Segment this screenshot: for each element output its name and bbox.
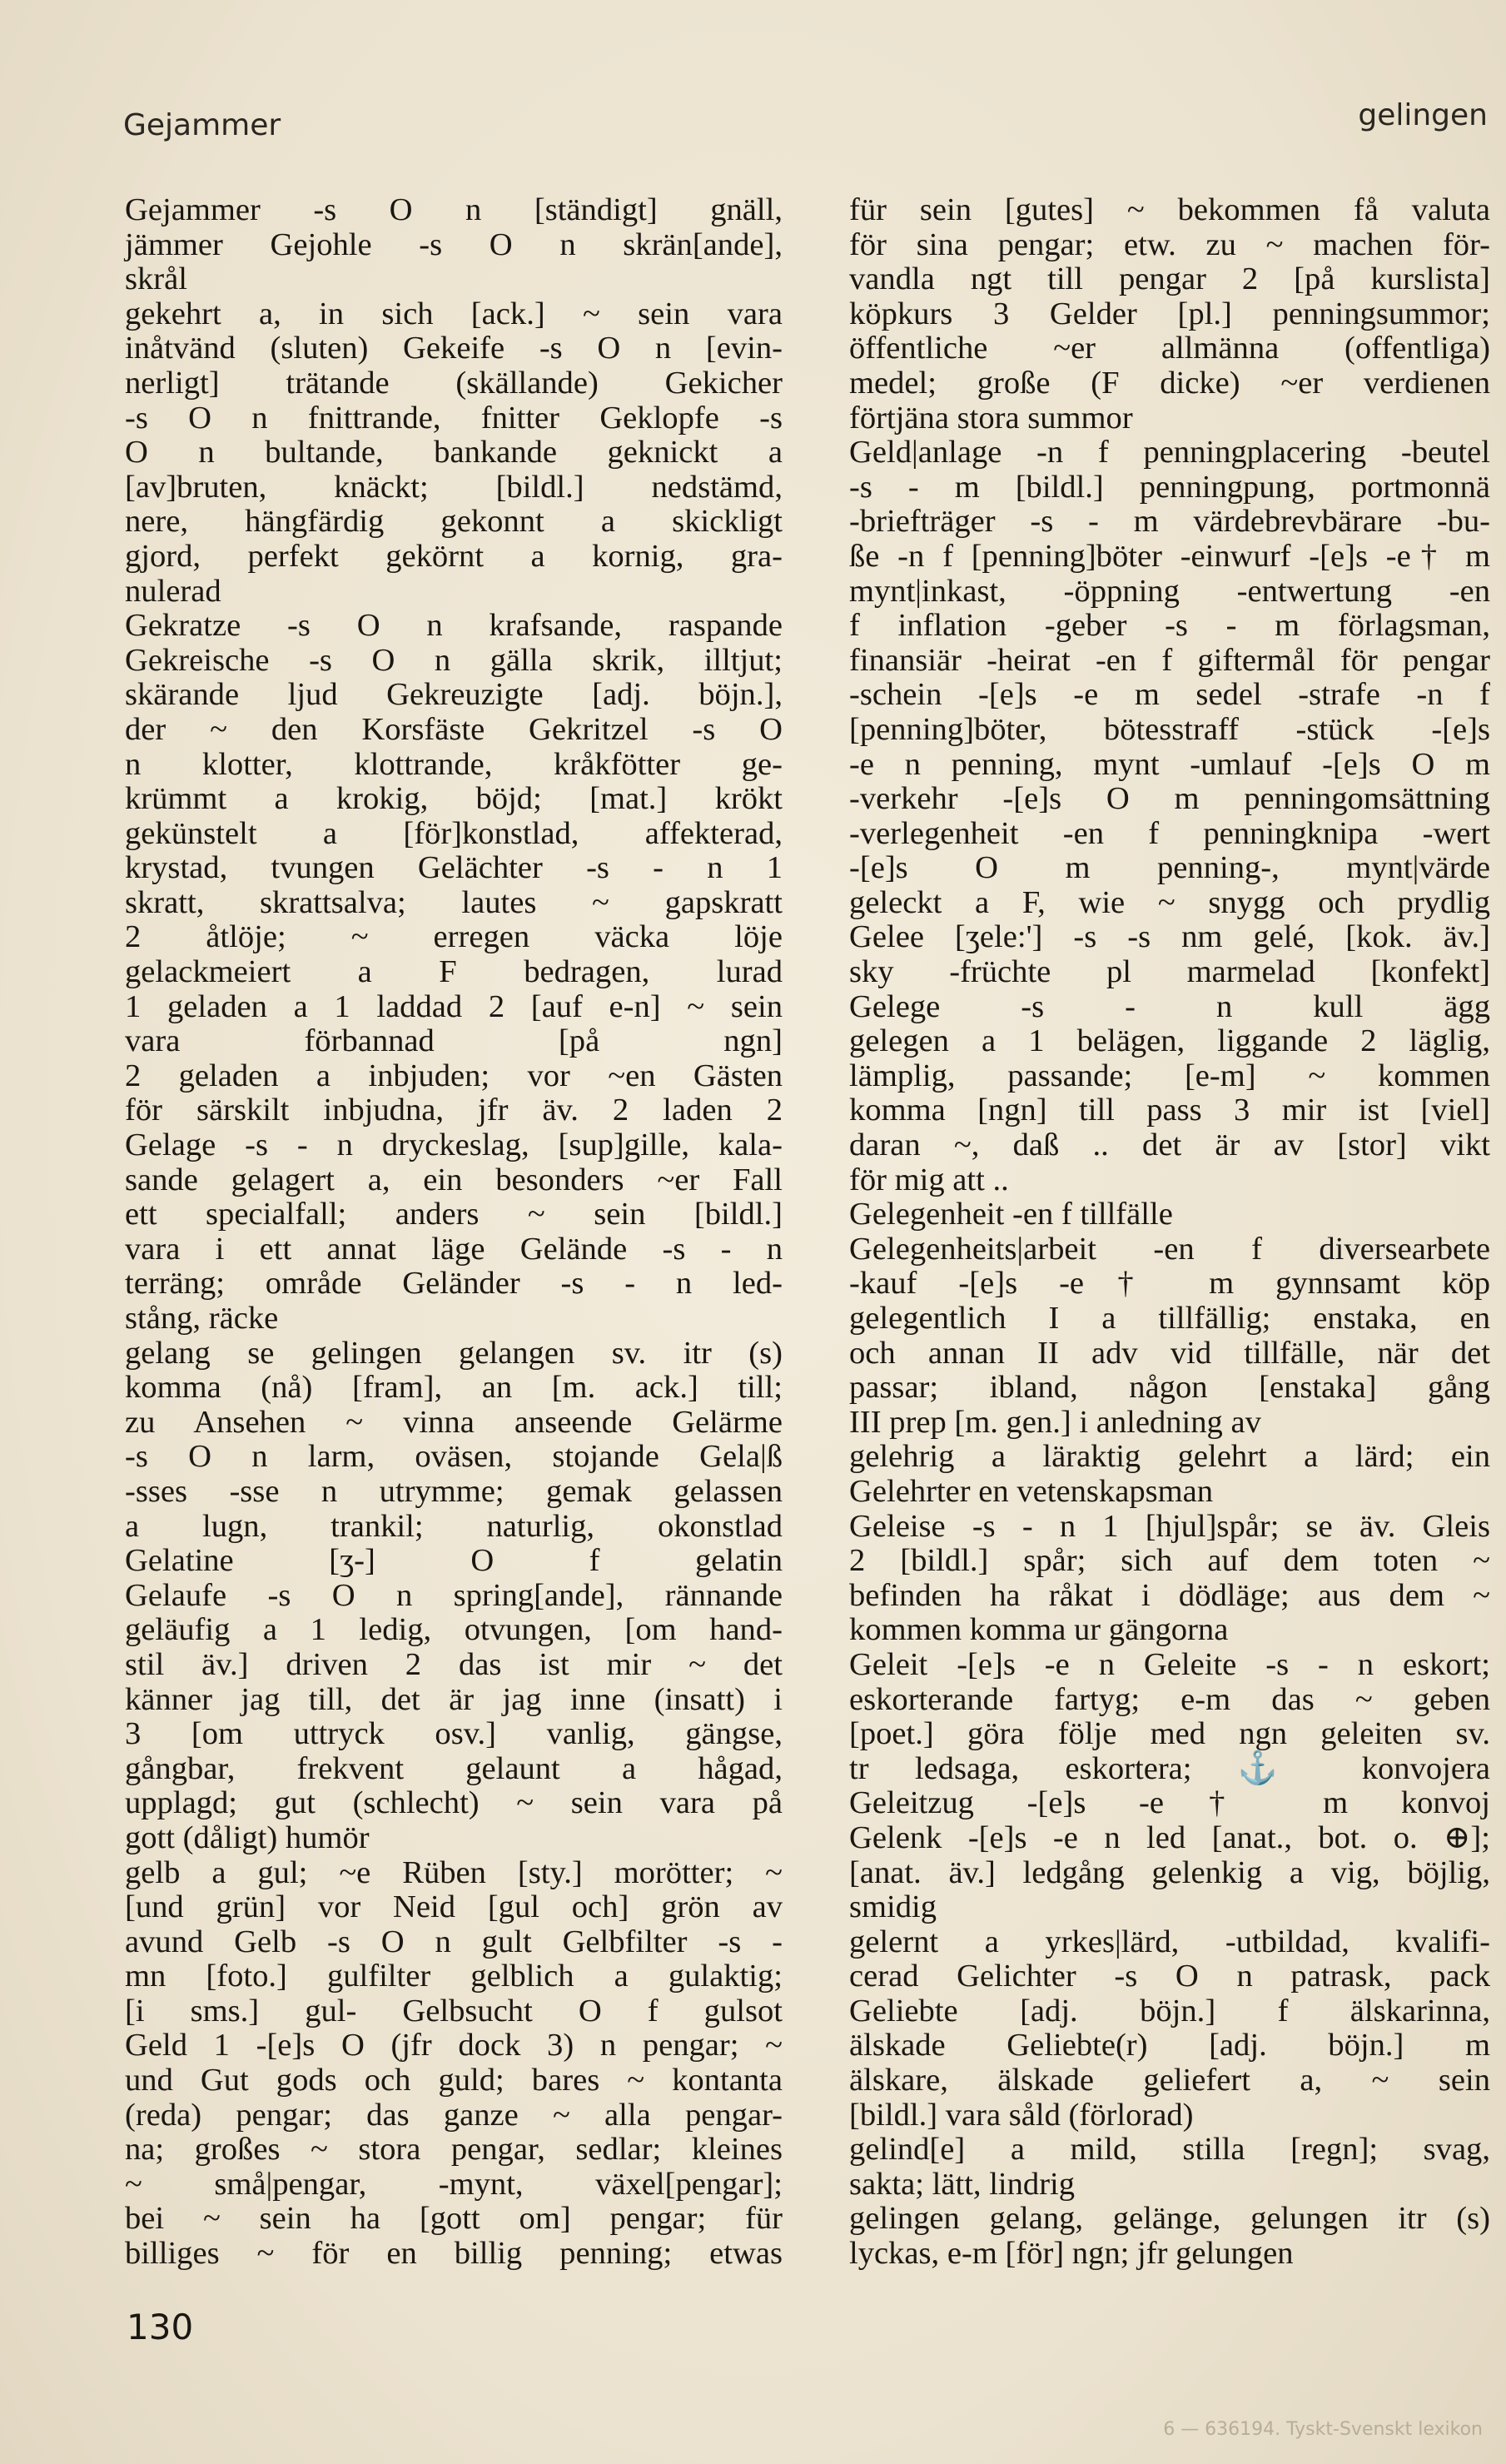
dictionary-line: 2 [bildl.] spår; sich auf dem toten ~ <box>849 1543 1490 1579</box>
dictionary-line: känner jag till, det är jag inne (insatt) i <box>125 1681 783 1717</box>
dictionary-line: Gekratze -s O n krafsande, raspande <box>125 608 783 644</box>
dictionary-line: skärande ljud Gekreuzigte [adj. böjn.], <box>125 677 783 713</box>
dictionary-line: för särskilt inbjudna, jfr äv. 2 laden 2 <box>125 1093 783 1128</box>
dictionary-line: vara förbannad [på ngn] <box>125 1023 783 1059</box>
dictionary-line: Gejammer -s O n [ständigt] gnäll, <box>125 192 783 227</box>
dictionary-line: Gelaufe -s O n spring[ande], rännande <box>125 1577 783 1613</box>
dictionary-line: [av]bruten, knäckt; [bildl.] nedstämd, <box>125 469 783 505</box>
dictionary-line: billiges ~ för en billig penning; etwas <box>125 2236 783 2272</box>
dictionary-line: O n bultande, bankande geknickt a <box>125 435 783 470</box>
dictionary-line: nerligt] trätande (skällande) Gekicher <box>125 365 783 401</box>
dictionary-line: lämplig, passande; [e-m] ~ kommen <box>849 1058 1490 1093</box>
dictionary-line: stil äv.] driven 2 das ist mir ~ det <box>125 1646 783 1682</box>
dictionary-line: för sina pengar; etw. zu ~ machen för- <box>849 226 1490 262</box>
dictionary-line: 2 åtlöje; ~ erregen väcka löje <box>125 919 783 955</box>
dictionary-line: -e n penning, mynt -umlauf -[e]s O m <box>849 746 1490 782</box>
dictionary-line: vara i ett annat läge Gelände -s - n <box>125 1231 783 1267</box>
dictionary-line: jämmer Gejohle -s O n skrän[ande], <box>125 226 783 262</box>
dictionary-line: gjord, perfekt gekörnt a kornig, gra- <box>125 538 783 574</box>
dictionary-line: komma (nå) [fram], an [m. ack.] till; <box>125 1370 783 1406</box>
dictionary-line: gelegen a 1 belägen, liggande 2 läglig, <box>849 1023 1490 1059</box>
dictionary-line: -briefträger -s - m värdebrevbärare -bu- <box>849 504 1490 540</box>
dictionary-line: -schein -[e]s -e m sedel -strafe -n f <box>849 677 1490 713</box>
dictionary-line: upplagd; gut (schlecht) ~ sein vara på <box>125 1785 783 1821</box>
dictionary-line: (reda) pengar; das ganze ~ alla pengar- <box>125 2097 783 2133</box>
dictionary-line: -verkehr -[e]s O m penningomsättning <box>849 781 1490 817</box>
dictionary-line: och annan II adv vid tillfälle, när det <box>849 1335 1490 1371</box>
dictionary-line: Gelatine [ʒ-] O f gelatin <box>125 1543 783 1579</box>
dictionary-line: -s - m [bildl.] penningpung, portmonnä <box>849 469 1490 505</box>
dictionary-line: n klotter, klottrande, kråkfötter ge- <box>125 746 783 782</box>
dictionary-line: sakta; lätt, lindrig <box>849 2166 1076 2202</box>
dictionary-line: eskorterande fartyg; e-m das ~ geben <box>849 1681 1490 1717</box>
guide-word-left: Gejammer <box>123 108 281 142</box>
dictionary-line: der ~ den Korsfäste Gekritzel -s O <box>125 711 783 747</box>
dictionary-line: -s O n fnittrande, fnitter Geklopfe -s <box>125 400 783 436</box>
dictionary-line: nere, hängfärdig gekonnt a skickligt <box>125 504 783 540</box>
dictionary-line: gelingen gelang, gelänge, gelungen itr (s) <box>849 2201 1490 2237</box>
guide-word-right: gelingen <box>1358 98 1488 132</box>
right-column <box>849 193 1490 2272</box>
dictionary-line: cerad Gelichter -s O n patrask, pack <box>849 1959 1490 1994</box>
dictionary-line: sky -früchte pl marmelad [konfekt] <box>849 954 1490 990</box>
dictionary-line: Gelegenheit -en f tillfälle <box>849 1197 1173 1232</box>
dictionary-line: Gelehrter en vetenskapsman <box>849 1473 1214 1509</box>
dictionary-line: [bildl.] vara såld (förlorad) <box>849 2097 1194 2133</box>
dictionary-line: für sein [gutes] ~ bekommen få valuta <box>849 192 1490 227</box>
dictionary-line: Geliebte [adj. böjn.] f älskarinna, <box>849 1993 1490 2028</box>
dictionary-line: geläufig a 1 ledig, otvungen, [om hand- <box>125 1612 783 1648</box>
dictionary-line: smidig <box>849 1889 937 1925</box>
dictionary-line: komma [ngn] till pass 3 mir ist [viel] <box>849 1093 1490 1128</box>
dictionary-line: Gekreische -s O n gälla skrik, illtjut; <box>125 642 783 678</box>
dictionary-line: 1 geladen a 1 laddad 2 [auf e-n] ~ sein <box>125 988 783 1024</box>
dictionary-line: [poet.] göra följe med ngn geleiten sv. <box>849 1716 1490 1752</box>
dictionary-line: Geleit -[e]s -e n Geleite -s - n eskort; <box>849 1646 1490 1682</box>
page-number: 130 <box>127 2307 194 2347</box>
dictionary-line: Geld|anlage -n f penningplacering -beutel <box>849 435 1490 470</box>
dictionary-line: Gelege -s - n kull ägg <box>849 988 1490 1024</box>
dictionary-line: mn [foto.] gulfilter gelblich a gulaktig; <box>125 1959 783 1994</box>
dictionary-line: mynt|inkast, -öppning -entwertung -en <box>849 573 1490 609</box>
left-column <box>125 193 783 2272</box>
dictionary-line: krystad, tvungen Gelächter -s - n 1 <box>125 850 783 886</box>
dictionary-line: daran ~, daß .. det är av [stor] vikt <box>849 1127 1490 1163</box>
dictionary-line: stång, räcke <box>125 1301 279 1336</box>
dictionary-line: Geleise -s - n 1 [hjul]spår; se äv. Gleis <box>849 1508 1490 1544</box>
footer-mark: 6 — 636194. Tyskt-Svenskt lexikon <box>1163 2419 1483 2440</box>
dictionary-line: befinden ha råkat i dödläge; aus dem ~ <box>849 1577 1490 1613</box>
dictionary-line: älskade Geliebte(r) [adj. böjn.] m <box>849 2028 1490 2063</box>
dictionary-line: Geleitzug -[e]s -e† m konvoj <box>849 1785 1490 1821</box>
dictionary-line: f inflation -geber -s - m förlagsman, <box>849 608 1490 644</box>
dictionary-line: ett specialfall; anders ~ sein [bildl.] <box>125 1197 783 1232</box>
dictionary-line: gekehrt a, in sich [ack.] ~ sein vara <box>125 296 783 331</box>
dictionary-line: geleckt a F, wie ~ snygg och prydlig <box>849 884 1490 920</box>
dictionary-line: [anat. äv.] ledgång gelenkig a vig, böjlig, <box>849 1854 1490 1890</box>
dictionary-line: Gelage -s - n dryckeslag, [sup]gille, kala- <box>125 1127 783 1163</box>
dictionary-line: -kauf -[e]s -e† m gynnsamt köp <box>849 1266 1490 1302</box>
dictionary-line: krümmt a krokig, böjd; [mat.] krökt <box>125 781 783 817</box>
dictionary-line: bei ~ sein ha [gott om] pengar; für <box>125 2201 783 2237</box>
dictionary-line: terräng; område Geländer -s - n led- <box>125 1266 783 1302</box>
dictionary-line: Gelegenheits|arbeit -en f diversearbete <box>849 1231 1490 1267</box>
dictionary-line: [penning]böter, bötesstraff -stück -[e]s <box>849 711 1490 747</box>
dictionary-line: -verlegenheit -en f penningknipa -wert <box>849 815 1490 851</box>
dictionary-line: förtjäna stora summor <box>849 400 1133 436</box>
dictionary-line: ße -n f [penning]böter -einwurf -[e]s -e† m <box>849 538 1490 574</box>
dictionary-line: älskare, älskade geliefert a, ~ sein <box>849 2063 1490 2098</box>
dictionary-line: Geld 1 -[e]s O (jfr dock 3) n pengar; ~ <box>125 2028 783 2063</box>
dictionary-line: na; großes ~ stora pengar, sedlar; kleines <box>125 2132 783 2168</box>
dictionary-line: gångbar, frekvent gelaunt a hågad, <box>125 1750 783 1786</box>
dictionary-line: medel; große (F dicke) ~er verdienen <box>849 365 1490 401</box>
dictionary-line: köpkurs 3 Gelder [pl.] penningsummor; <box>849 296 1490 331</box>
dictionary-line: lyckas, e-m [för] ngn; jfr gelungen <box>849 2236 1294 2272</box>
dictionary-line: inåtvänd (sluten) Gekeife -s O n [evin- <box>125 331 783 366</box>
dictionary-line: gelind[e] a mild, stilla [regn]; svag, <box>849 2132 1490 2168</box>
dictionary-line: finansiär -heirat -en f giftermål för pengar <box>849 642 1490 678</box>
dictionary-line: öffentliche ~er allmänna (offentliga) <box>849 331 1490 366</box>
dictionary-line: skratt, skrattsalva; lautes ~ gapskratt <box>125 884 783 920</box>
dictionary-line: gelegentlich I a tillfällig; enstaka, en <box>849 1301 1490 1336</box>
dictionary-line: skrål <box>125 261 187 297</box>
dictionary-line: gelb a gul; ~e Rüben [sty.] morötter; ~ <box>125 1854 783 1890</box>
dictionary-line: gekünstelt a [för]konstlad, affekterad, <box>125 815 783 851</box>
dictionary-line: a lugn, trankil; naturlig, okonstlad <box>125 1508 783 1544</box>
dictionary-line: gelackmeiert a F bedragen, lurad <box>125 954 783 990</box>
dictionary-line: 3 [om uttryck osv.] vanlig, gängse, <box>125 1716 783 1752</box>
dictionary-line: [i sms.] gul- Gelbsucht O f gulsot <box>125 1993 783 2028</box>
dictionary-line: 2 geladen a inbjuden; vor ~en Gästen <box>125 1058 783 1093</box>
dictionary-line: ~ små|pengar, -mynt, växel[pengar]; <box>125 2166 783 2202</box>
dictionary-line: -[e]s O m penning-, mynt|värde <box>849 850 1490 886</box>
dictionary-line: und Gut gods och guld; bares ~ kontanta <box>125 2063 783 2098</box>
dictionary-line: passar; ibland, någon [enstaka] gång <box>849 1370 1490 1406</box>
dictionary-line: Gelee [ʒele:'] -s -s nm gelé, [kok. äv.] <box>849 919 1490 955</box>
dictionary-line: gelernt a yrkes|lärd, -utbildad, kvalifi- <box>849 1924 1490 1959</box>
dictionary-line: zu Ansehen ~ vinna anseende Gelärme <box>125 1404 783 1440</box>
dictionary-line: avund Gelb -s O n gult Gelbfilter -s - <box>125 1924 783 1959</box>
dictionary-line: nulerad <box>125 573 221 609</box>
dictionary-line: gelang se gelingen gelangen sv. itr (s) <box>125 1335 783 1371</box>
dictionary-line: tr ledsaga, eskortera; ⚓ konvojera <box>849 1750 1490 1786</box>
dictionary-line: gott (dåligt) humör <box>125 1819 370 1855</box>
dictionary-line: för mig att .. <box>849 1162 1009 1197</box>
dictionary-line: vandla ngt till pengar 2 [på kurslista] <box>849 261 1490 297</box>
dictionary-line: kommen komma ur gängorna <box>849 1612 1229 1648</box>
dictionary-line: [und grün] vor Neid [gul och] grön av <box>125 1889 783 1925</box>
dictionary-line: -sses -sse n utrymme; gemak gelassen <box>125 1473 783 1509</box>
dictionary-line: III prep [m. gen.] i anledning av <box>849 1404 1261 1440</box>
dictionary-line: gelehrig a läraktig gelehrt a lärd; ein <box>849 1439 1490 1475</box>
dictionary-line: sande gelagert a, ein besonders ~er Fall <box>125 1162 783 1197</box>
dictionary-line: Gelenk -[e]s -e n led [anat., bot. o. ⊕]; <box>849 1819 1490 1855</box>
dictionary-line: -s O n larm, oväsen, stojande Gela|ß <box>125 1439 783 1475</box>
